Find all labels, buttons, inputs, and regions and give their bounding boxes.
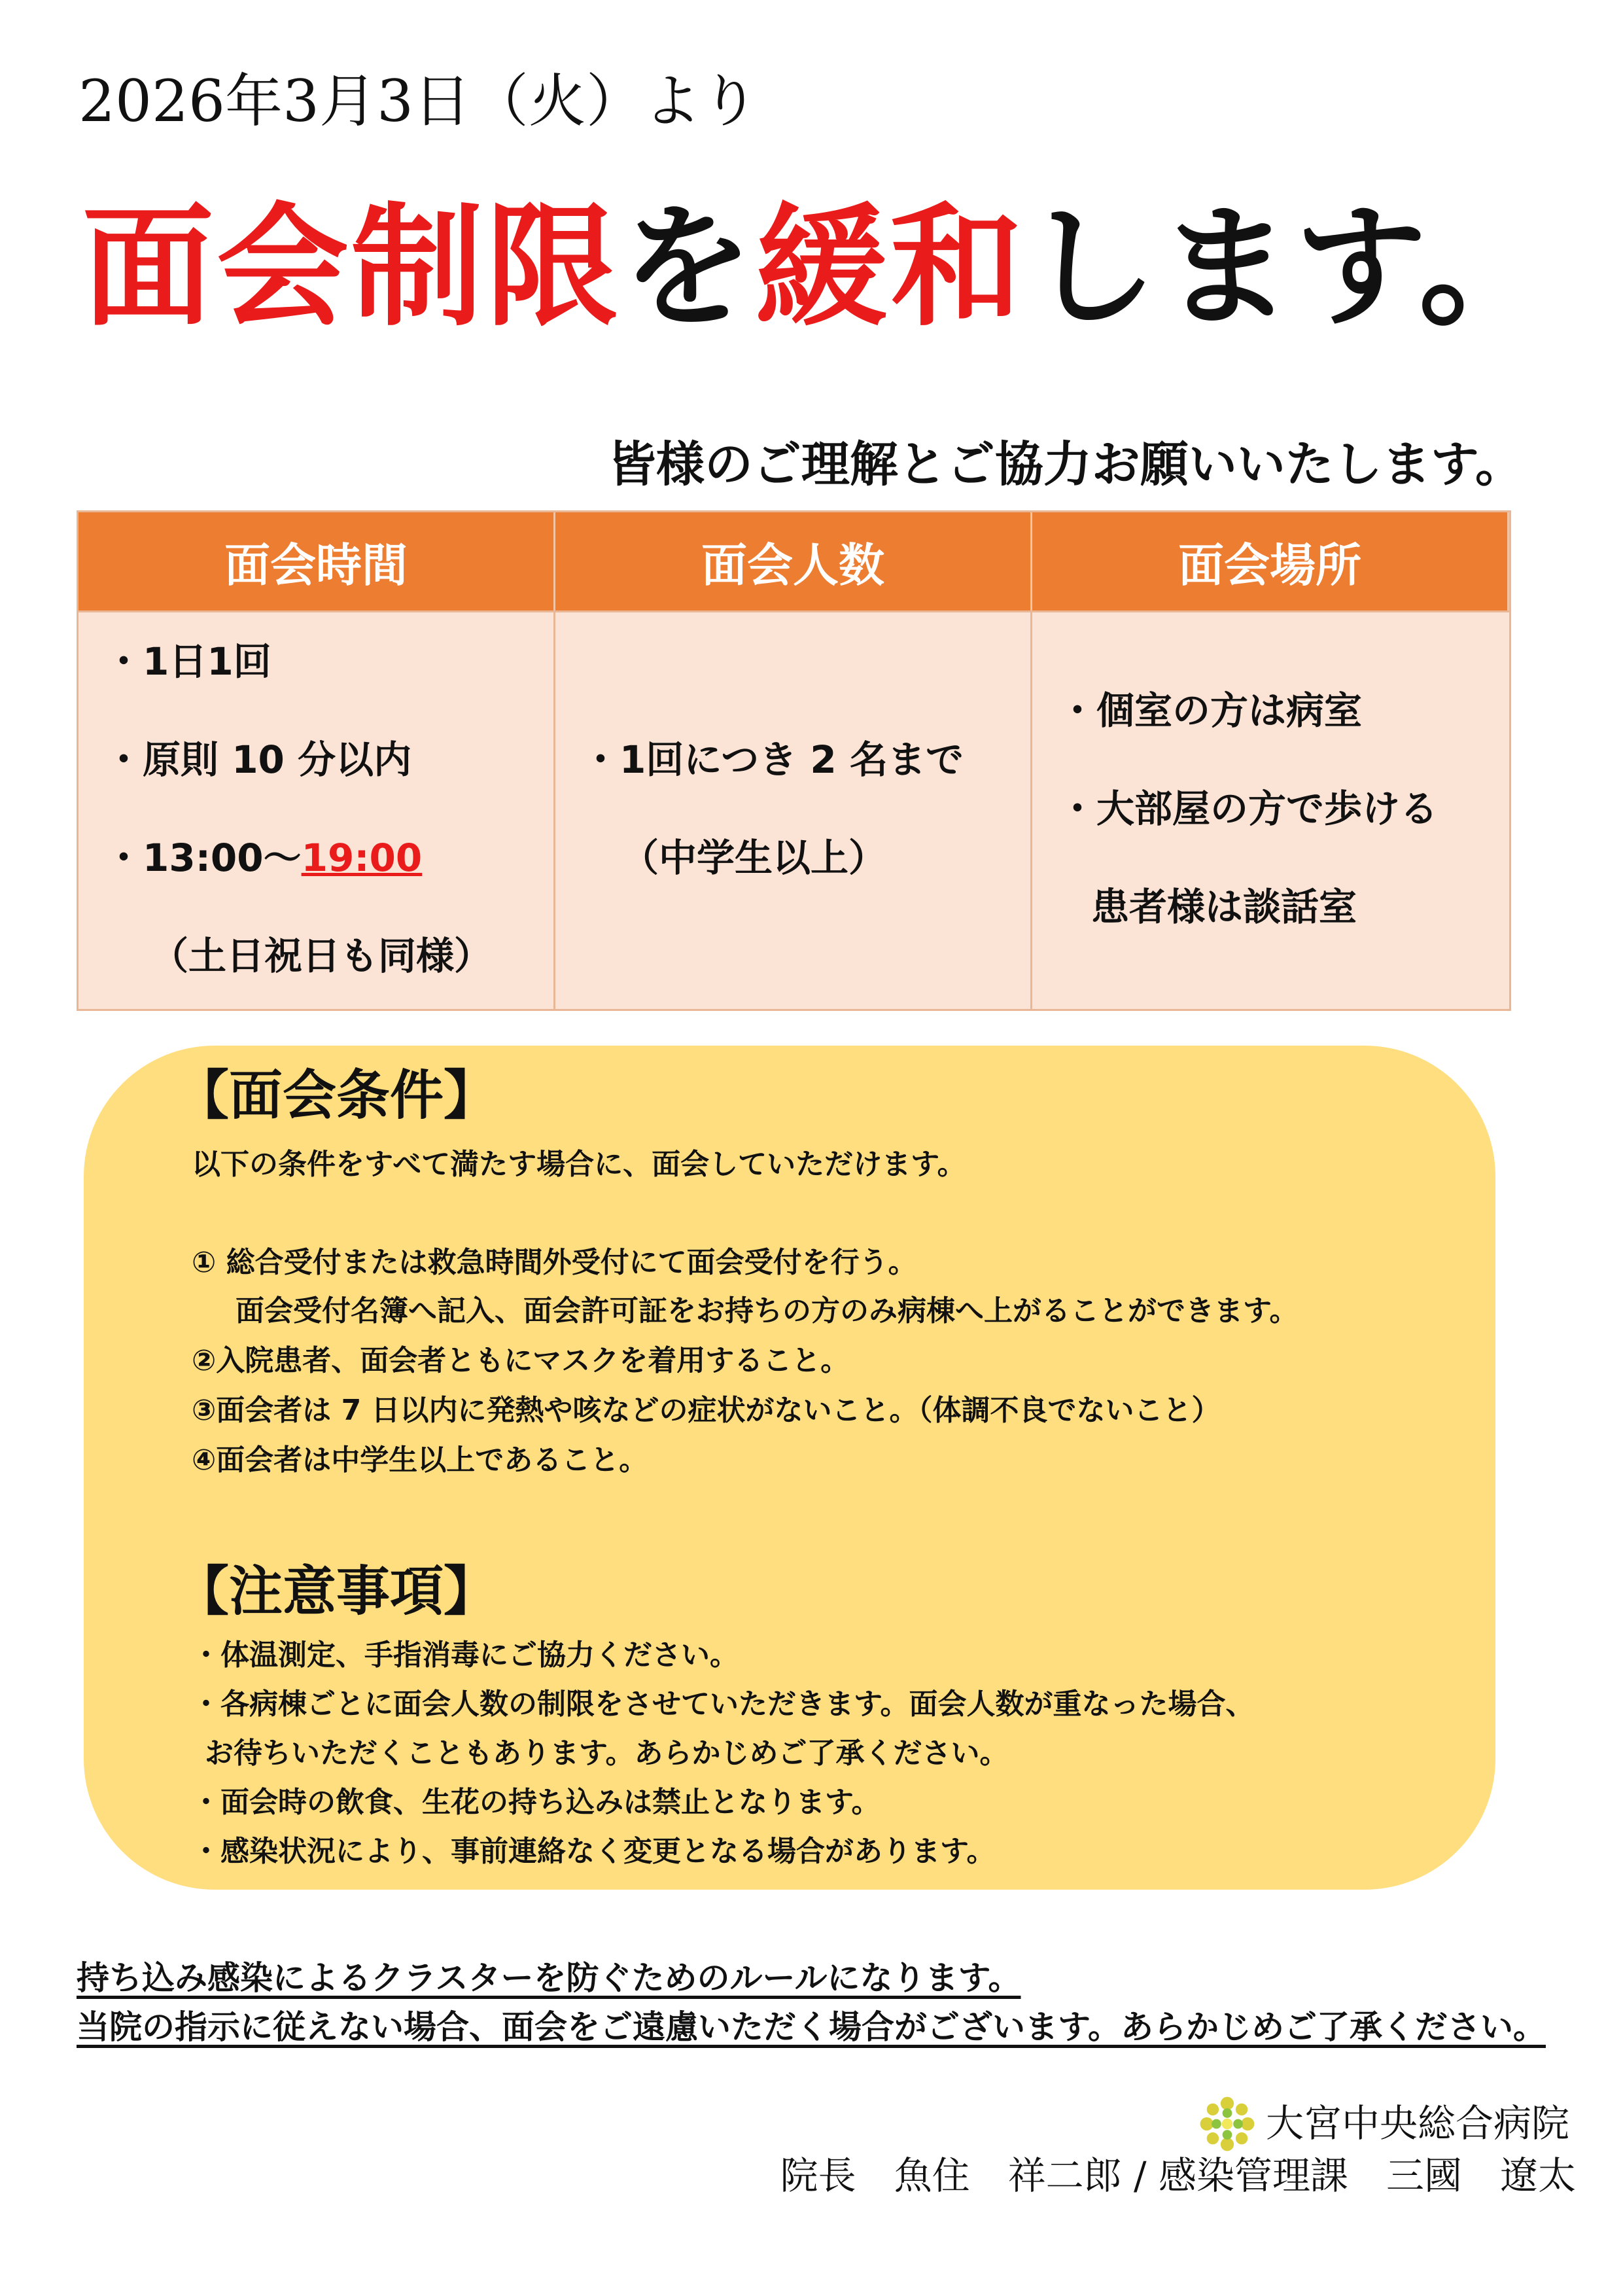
caution-4: ・感染状況により、事前連絡なく変更となる場合があります。 <box>192 1835 996 1868</box>
conditions-box <box>84 1046 1495 1890</box>
time-once-per-day: ・1日1回 <box>105 639 271 684</box>
notice-line-2: 当院の指示に従えない場合、面会をご遠慮いただく場合がございます。あらかじめご了承ください。 <box>77 2008 1546 2046</box>
time-weekends-note: （土日祝日も同様） <box>150 934 493 978</box>
condition-1-detail: 面会受付名簿へ記入、面会許可証をお持ちの方のみ病棟へ上がることができます。 <box>236 1294 1299 1328</box>
cooperation-request: 皆様のご理解とご協力お願いいたします。 <box>607 436 1524 493</box>
hospital-name: 大宮中央総合病院 <box>1266 2101 1570 2146</box>
place-shared-room: ・大部屋の方で歩ける <box>1058 786 1439 831</box>
headline-relax: 緩和 <box>756 190 1025 344</box>
visit-info-table <box>77 510 1511 1011</box>
notice-line-1: 持ち込み感染によるクラスターを防ぐためのルールになります。 <box>77 1959 1021 1997</box>
condition-2: ②入院患者、面会者ともにマスクを着用すること。 <box>192 1344 850 1377</box>
place-lounge: 患者様は談話室 <box>1091 885 1357 929</box>
time-within-10-min: ・原則 10 分以内 <box>105 737 412 782</box>
effective-date: 2026年3月3日（火）より <box>79 67 759 135</box>
caution-3: ・面会時の飲食、生花の持ち込みは禁止となります。 <box>192 1786 881 1819</box>
count-age-note: （中学生以上） <box>621 836 887 880</box>
conditions-heading: 【面会条件】 <box>175 1065 498 1127</box>
condition-1: ① 総合受付または救急時間外受付にて面会受付を行う。 <box>192 1246 917 1279</box>
count-two-per-visit: ・1回につき 2 名まで <box>582 737 964 782</box>
time-hours <box>105 832 422 884</box>
caution-1: ・体温測定、手指消毒にご協力ください。 <box>192 1638 739 1672</box>
place-private-room: ・個室の方は病室 <box>1058 688 1363 733</box>
condition-4: ④面会者は中学生以上であること。 <box>192 1443 648 1477</box>
flower-logo-icon <box>1197 2094 1257 2154</box>
caution-2-cont: お待ちいただくこともあります。あらかじめご了承ください。 <box>205 1737 1009 1770</box>
cautions-heading: 【注意事項】 <box>175 1561 498 1623</box>
headline-particle: を <box>621 190 756 344</box>
signature: 院長 魚住 祥二郎 / 感染管理課 三國 遼太 <box>780 2153 1576 2198</box>
condition-3: ③面会者は 7 日以内に発熱や咳などの症状がないこと。（体調不良でないこと） <box>192 1394 1221 1427</box>
headline-ending: します。 <box>1025 190 1554 344</box>
header-visit-place: 面会場所 <box>1032 512 1509 610</box>
cell-visit-place <box>1032 610 1509 1009</box>
conditions-intro: 以下の条件をすべて満たす場合に、面会していただけます。 <box>192 1148 966 1181</box>
headline-visit-restriction: 面会制限 <box>82 190 621 344</box>
caution-2: ・各病棟ごとに面会人数の制限をさせていただきます。面会人数が重なった場合、 <box>192 1687 1255 1721</box>
time-hours-end: 19:00 <box>301 836 423 880</box>
cell-visitor-count <box>555 610 1032 1009</box>
cell-visit-time <box>79 610 555 1009</box>
headline <box>82 188 1554 345</box>
header-visitor-count: 面会人数 <box>555 512 1032 610</box>
time-hours-start: ・13:00～ <box>105 836 302 880</box>
header-visit-time: 面会時間 <box>79 512 555 610</box>
